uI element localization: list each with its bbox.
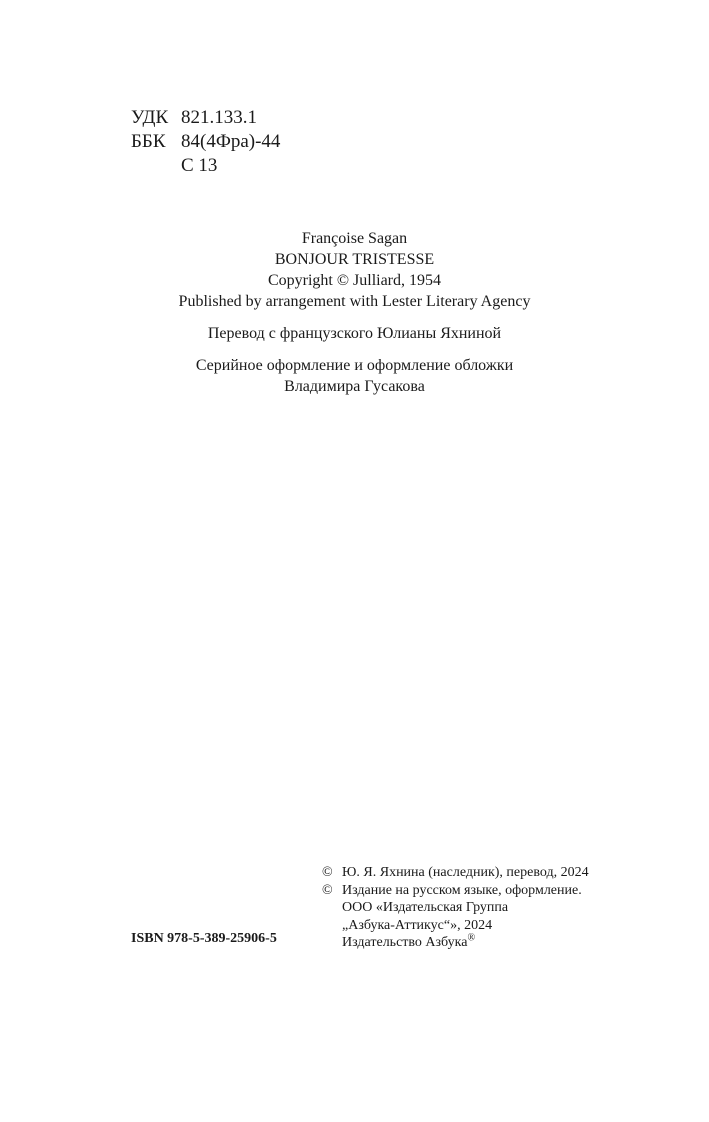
bbk-value: 84(4Фра)-44 [181,131,281,152]
author-mark-row [131,154,280,178]
rights-line-1: Ю. Я. Яхнина (наследник), перевод, 2024 [342,865,589,880]
rights-line-2: Издание на русском языке, оформление. [342,882,582,898]
original-title: BONJOUR TRISTESSE [274,251,435,268]
translator-line: Перевод с французского Юлианы Яхниной [207,325,502,342]
bbk-label: ББК [131,131,166,152]
original-author: Françoise Sagan [301,230,408,247]
udk-row [131,106,280,130]
design-line-1: Серийное оформление и оформление обложки [195,357,514,374]
copyright-mark: © [322,882,333,898]
copyright-mark: © [322,865,333,880]
author-mark: С 13 [181,155,218,176]
rights-line-3: ООО «Издательская Группа [342,900,509,915]
classification-block [131,106,280,178]
credits-block [0,228,709,397]
publisher-name: Издательство Азбука [342,935,468,950]
rights-line-4: „Азбука-Аттикус“», 2024 [342,917,493,933]
rights-row-translation [322,864,589,882]
registered-mark: ® [467,932,476,944]
rights-line-5 [342,934,475,952]
original-copyright: Copyright © Julliard, 1954 [267,272,442,289]
bbk-row [131,130,280,154]
isbn: ISBN 978-5-389-25906-5 [131,931,277,946]
udk-value: 821.133.1 [181,107,257,128]
publishing-arrangement: Published by arrangement with Lester Literary Agency [178,293,531,310]
rights-row-edition [322,882,589,900]
udk-label: УДК [131,107,169,128]
rights-block [322,864,589,952]
design-line-2: Владимира Гусакова [284,378,425,395]
